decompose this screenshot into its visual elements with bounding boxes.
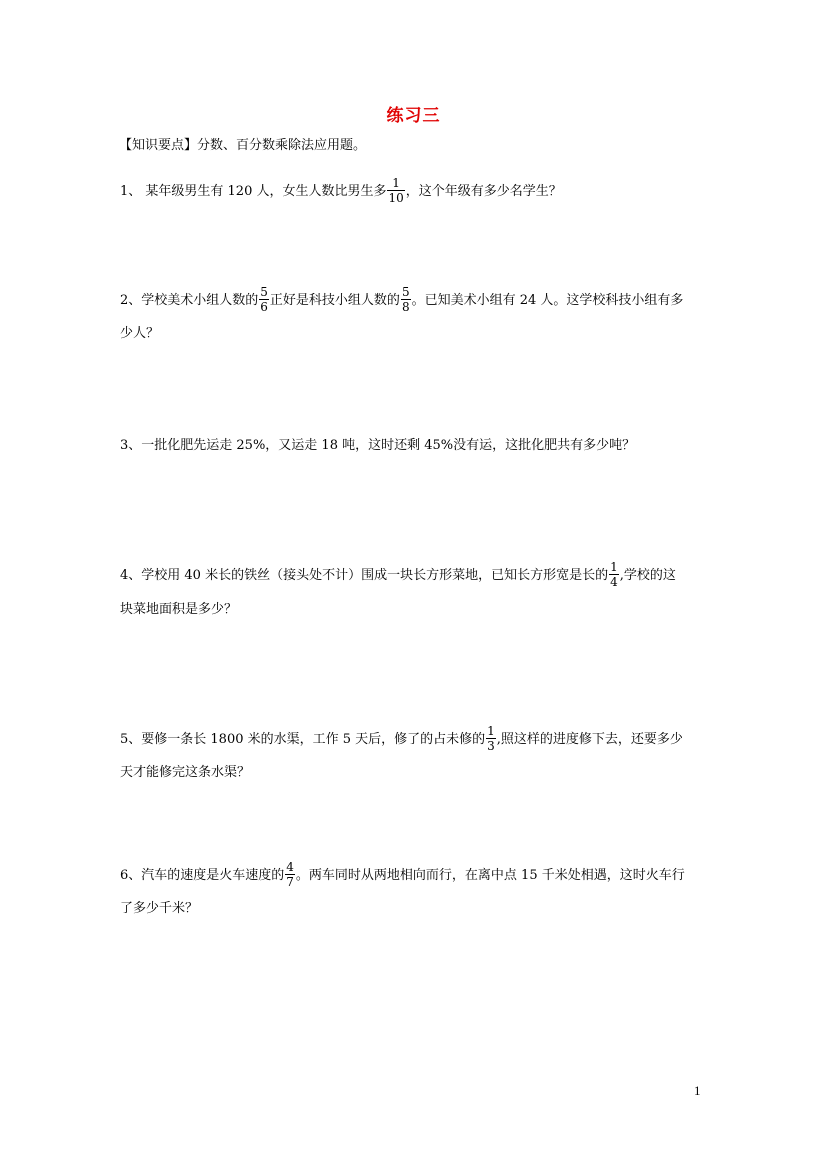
fraction: $\frac{1}{4}$ [610, 560, 618, 589]
problem-2-text-b: 正好是科技小组人数的 [269, 293, 400, 308]
problem-5-text-b: ,照这样的进度修下去，还要多少 [496, 732, 683, 747]
problem-2-line-2: 少人？ [120, 326, 160, 341]
problem-5 [120, 725, 740, 754]
problem-1 [120, 177, 740, 206]
fraction: $\frac{4}{7}$ [286, 860, 294, 889]
problem-4-text-b: ,学校的这 [619, 568, 676, 583]
problem-6-text-b: 。两车同时从两地相向而行，在离中点 15 千米处相遇，这时火车行 [295, 868, 685, 883]
problem-1-text-a: 1、 某年级男生有 120 人，女生人数比男生多 [120, 184, 387, 199]
problem-1-text-b: ，这个年级有多少名学生？ [405, 184, 562, 199]
problem-4-text-a: 4、学校用 40 米长的铁丝（接头处不计）围成一块长方形菜地，已知长方形宽是长的 [120, 568, 609, 583]
page-number: 1 [694, 1083, 701, 1098]
fraction: $\frac{5}{8}$ [401, 285, 410, 314]
fraction: $\frac{1}{3}$ [487, 724, 495, 753]
problem-5-line-2: 天才能修完这条水渠？ [120, 765, 251, 780]
problem-2-text-a: 2、学校美术小组人数的 [120, 293, 259, 308]
problem-2 [120, 286, 740, 315]
problem-4 [120, 561, 740, 590]
fraction: $\frac{1}{10}$ [388, 176, 404, 205]
problem-5-text-a: 5、要修一条长 1800 米的水渠，工作 5 天后，修了的占未修的 [120, 732, 486, 747]
fraction: $\frac{5}{6}$ [260, 285, 268, 314]
problem-4-line-2: 块菜地面积是多少？ [120, 602, 238, 617]
page-title: 练习三 [386, 106, 441, 126]
knowledge-point: 【知识要点】分数、百分数乘除法应用题。 [119, 138, 367, 153]
problem-6-text-a: 6、汽车的速度是火车速度的 [120, 868, 285, 883]
problem-2-text-c: 。已知美术小组有 24 人。这学校科技小组有多 [411, 293, 684, 308]
problem-6 [120, 861, 740, 890]
problem-3: 3、一批化肥先运走 25%，又运走 18 吨，这时还剩 45%没有运，这批化肥共有多少吨？ [120, 438, 636, 453]
problem-6-line-2: 了多少千米？ [120, 901, 199, 916]
